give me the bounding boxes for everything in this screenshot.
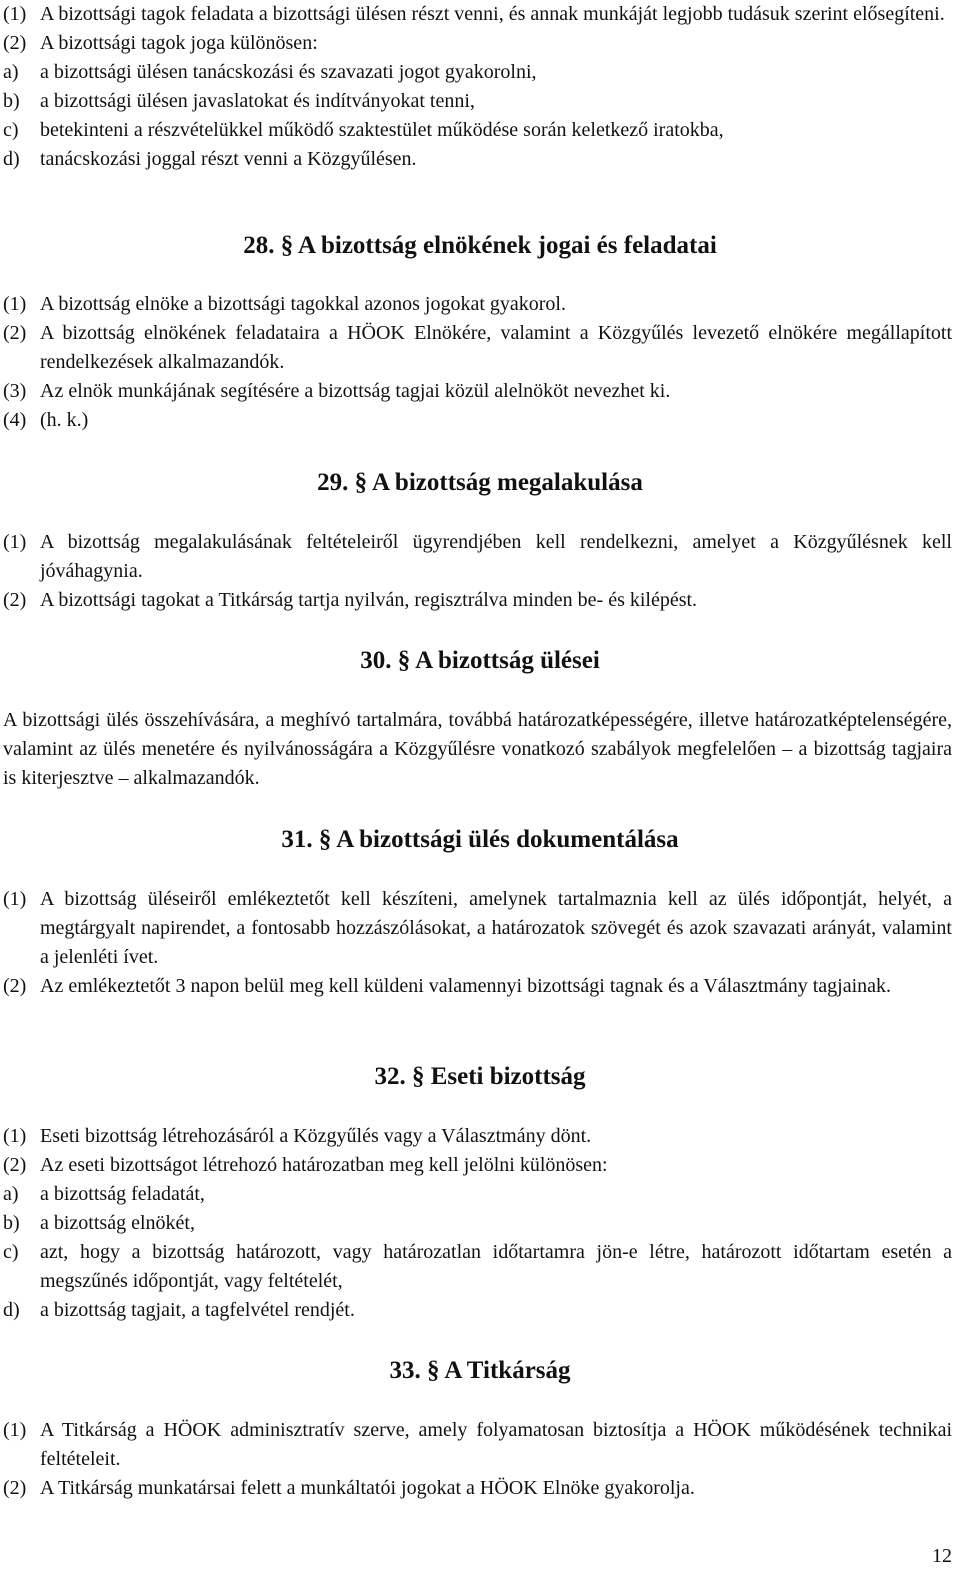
- list-item: [3, 586, 952, 615]
- item-text: A bizottsági tagok feladata a bizottsági ülésen részt venni, és annak munkáját legjobb tudásuk szerint elősegíteni.: [40, 3, 945, 25]
- list-item: [3, 29, 952, 58]
- section-31-heading: 31. § A bizottsági ülés dokumentálása: [281, 826, 679, 853]
- item-text: a bizottság elnökét,: [40, 1212, 195, 1234]
- list-item: [3, 58, 952, 87]
- section-29-heading: 29. § A bizottság megalakulása: [317, 469, 643, 496]
- list-item: [3, 1209, 952, 1238]
- section-32-heading: 32. § Eseti bizottság: [374, 1063, 586, 1090]
- section-33-heading: 33. § A Titkárság: [389, 1357, 571, 1384]
- item-number: (3): [3, 380, 27, 402]
- list-item: [3, 406, 952, 435]
- list-item: [3, 1151, 952, 1180]
- item-number: (1): [3, 888, 27, 910]
- list-item: [3, 1238, 952, 1296]
- list-item: [3, 87, 952, 116]
- section-28-heading: 28. § A bizottság elnökének jogai és feladatai: [243, 232, 717, 259]
- item-number: (1): [3, 293, 27, 315]
- list-item: [3, 885, 952, 972]
- item-text: betekinteni a részvételükkel működő szaktestület működése során keletkező iratokba,: [40, 119, 724, 141]
- item-text: Az emlékeztetőt 3 napon belül meg kell küldeni valamennyi bizottsági tagnak és a Választmány tagjainak.: [40, 975, 892, 997]
- item-letter: d): [3, 1299, 20, 1321]
- item-letter: b): [3, 1212, 20, 1234]
- item-letter: a): [3, 1183, 19, 1205]
- item-number: (2): [3, 1154, 27, 1176]
- item-number: (4): [3, 409, 27, 431]
- section-29-body: [3, 528, 952, 615]
- item-text: A bizottsági tagok joga különösen:: [40, 32, 318, 54]
- intro-block: [3, 0, 952, 174]
- item-letter: b): [3, 90, 20, 112]
- item-number: (2): [3, 32, 27, 54]
- item-letter: c): [3, 1241, 19, 1263]
- section-30-heading: 30. § A bizottság ülései: [360, 647, 600, 674]
- list-item: [3, 116, 952, 145]
- page-number: 12: [932, 1545, 952, 1567]
- list-item: [3, 1122, 952, 1151]
- item-text: A bizottsági tagokat a Titkárság tartja nyilván, regisztrálva minden be- és kilépést.: [40, 589, 698, 611]
- list-item: [3, 1296, 952, 1325]
- item-text: Az eseti bizottságot létrehozó határozatban meg kell jelölni különösen:: [40, 1154, 608, 1176]
- section-28-body: [3, 290, 952, 435]
- item-text: a bizottsági ülésen tanácskozási és szavazati jogot gyakorolni,: [40, 61, 537, 83]
- item-text: A bizottság megalakulásának feltételeiről ügyrendjében kell rendelkezni, amelyet a Közgyűlésnek kell jóváhagynia.: [40, 531, 952, 582]
- item-number: (1): [3, 531, 27, 553]
- item-text: (h. k.): [40, 409, 89, 431]
- item-number: (1): [3, 3, 27, 25]
- item-text: a bizottság tagjait, a tagfelvétel rendjét.: [40, 1299, 355, 1321]
- list-item: [3, 972, 952, 1001]
- item-text: A Titkárság munkatársai felett a munkáltatói jogokat a HÖOK Elnöke gyakorolja.: [40, 1477, 695, 1499]
- item-text: A Titkárság a HÖOK adminisztratív szerve, amely folyamatosan biztosítja a HÖOK működésének technikai feltételeit.: [40, 1419, 952, 1470]
- item-text: tanácskozási joggal részt venni a Közgyűlésen.: [40, 148, 417, 170]
- item-number: (1): [3, 1419, 27, 1441]
- item-number: (2): [3, 589, 27, 611]
- item-letter: d): [3, 148, 20, 170]
- item-text: A bizottság elnöke a bizottsági tagokkal azonos jogokat gyakorol.: [40, 293, 566, 315]
- item-letter: c): [3, 119, 19, 141]
- item-text: a bizottság feladatát,: [40, 1183, 205, 1205]
- section-32-body: [3, 1122, 952, 1325]
- item-letter: a): [3, 61, 19, 83]
- list-item: [3, 1416, 952, 1474]
- item-number: (2): [3, 322, 27, 344]
- list-item: [3, 1474, 952, 1503]
- section-31-body: [3, 885, 952, 1001]
- list-item: [3, 377, 952, 406]
- item-text: a bizottsági ülésen javaslatokat és indítványokat tenni,: [40, 90, 475, 112]
- item-text: A bizottság elnökének feladataira a HÖOK Elnökére, valamint a Közgyűlés levezető elnökére megállapított rendelkezések alkalmazandók.: [40, 322, 952, 373]
- item-number: (2): [3, 975, 27, 997]
- item-number: (2): [3, 1477, 27, 1499]
- list-item: [3, 0, 952, 29]
- list-item: [3, 319, 952, 377]
- item-text: azt, hogy a bizottság határozott, vagy határozatlan időtartamra jön-e létre, határozott időtartam esetén a megszűnés időpontját, vagy feltételét,: [40, 1241, 952, 1292]
- item-text: Az elnök munkájának segítésére a bizottság tagjai közül alelnököt nevezhet ki.: [40, 380, 671, 402]
- section-30-paragraph: A bizottsági ülés összehívására, a meghívó tartalmára, továbbá határozatképességére, illetve határozatképtelenségére, valamint az ülés menetére és nyilvánosságára a Közgyűlésre vonatkozó szabályok megfelelően – a bizottság tagjaira is kiterjesztve – alkalmazandók.: [3, 709, 952, 789]
- item-text: A bizottság üléseiről emlékeztetőt kell készíteni, amelynek tartalmaznia kell az ülés időpontját, helyét, a megtárgyalt napirendet, a fontosabb hozzászólásokat, a határozatok szövegét és azok szavazati arányát, valamint a jelenléti ívet.: [40, 888, 952, 968]
- item-number: (1): [3, 1125, 27, 1147]
- section-33-body: [3, 1416, 952, 1503]
- list-item: [3, 290, 952, 319]
- list-item: [3, 528, 952, 586]
- list-item: [3, 145, 952, 174]
- list-item: [3, 1180, 952, 1209]
- item-text: Eseti bizottság létrehozásáról a Közgyűlés vagy a Választmány dönt.: [40, 1125, 592, 1147]
